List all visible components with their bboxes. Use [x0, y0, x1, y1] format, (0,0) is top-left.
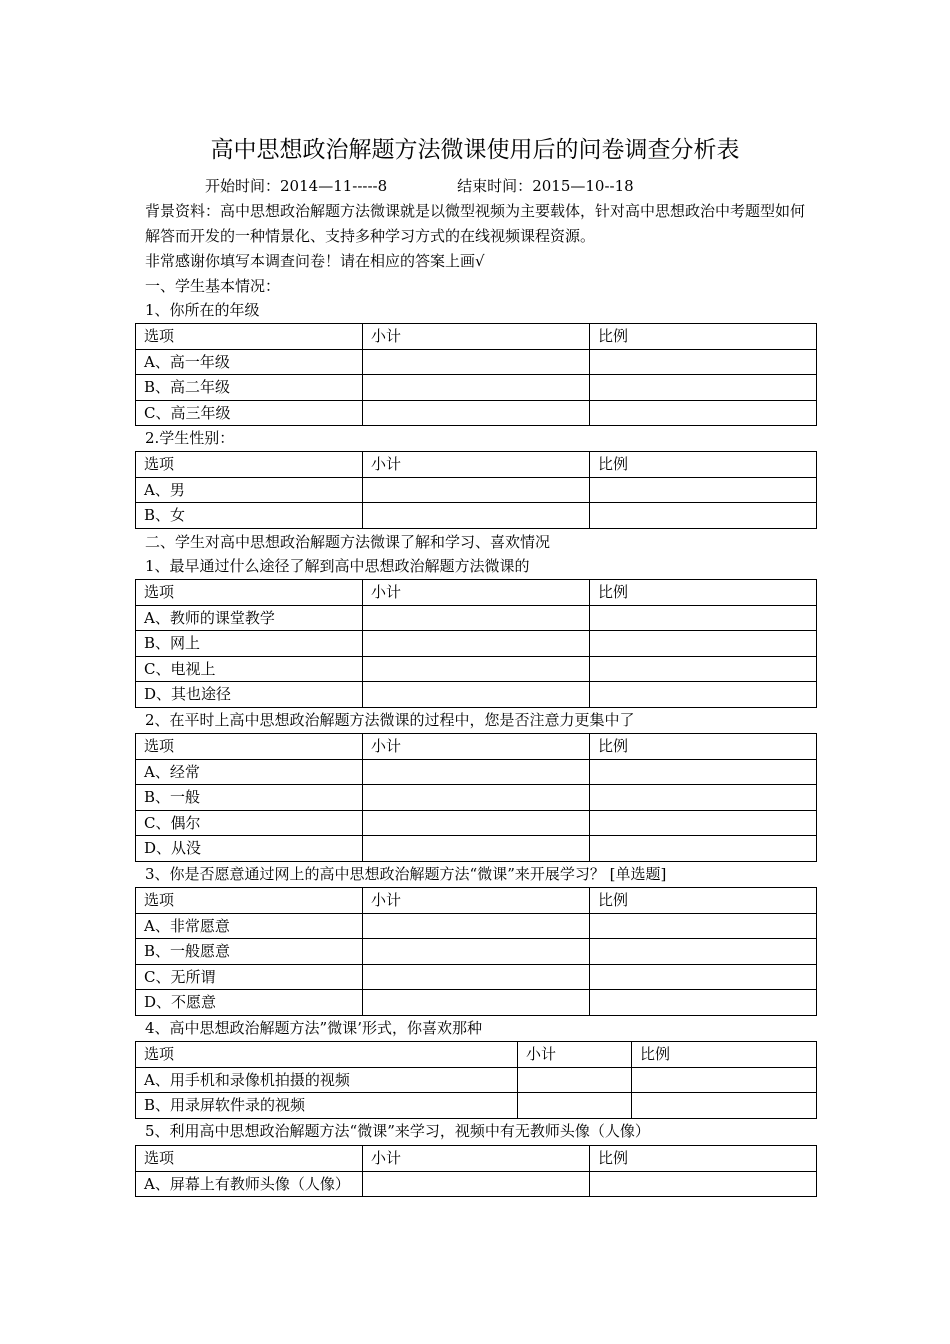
start-time-value: 2014—11-----8: [280, 177, 388, 195]
table-row: [136, 785, 817, 811]
subtotal-cell[interactable]: [363, 810, 590, 836]
gender-table: [135, 451, 817, 529]
table-row: [136, 913, 817, 939]
subtotal-cell[interactable]: [363, 631, 590, 657]
header-subtotal: 小计: [363, 734, 590, 760]
table-row: [136, 990, 817, 1016]
table-row: [136, 836, 817, 862]
willingness-table: [135, 887, 817, 1016]
subtotal-cell[interactable]: [363, 836, 590, 862]
header-option: 选项: [136, 734, 363, 760]
ratio-cell[interactable]: [590, 759, 817, 785]
ratio-cell[interactable]: [590, 400, 817, 426]
table-row: [136, 375, 817, 401]
header-option: 选项: [136, 1042, 518, 1068]
option-label: C、高三年级: [136, 400, 363, 426]
table-row: [136, 1171, 817, 1197]
teacher-image-table: [135, 1145, 817, 1197]
page-title: 高中思想政治解题方法微课使用后的问卷调查分析表: [210, 137, 740, 163]
table-header-row: [136, 580, 817, 606]
ratio-cell[interactable]: [590, 477, 817, 503]
header-ratio: 比例: [590, 580, 817, 606]
start-time-label: 开始时间：: [205, 177, 281, 195]
subtotal-cell[interactable]: [363, 913, 590, 939]
subtotal-cell[interactable]: [363, 682, 590, 708]
subtotal-cell[interactable]: [363, 503, 590, 529]
table-row: [136, 605, 817, 631]
header-ratio: 比例: [590, 452, 817, 478]
ratio-cell[interactable]: [590, 785, 817, 811]
option-label: A、男: [136, 477, 363, 503]
end-time-label: 结束时间：: [457, 177, 533, 195]
subtotal-cell[interactable]: [363, 656, 590, 682]
ratio-cell[interactable]: [590, 913, 817, 939]
ratio-cell[interactable]: [590, 375, 817, 401]
background-text: 背景资料：高中思想政治解题方法微课就是以微型视频为主要载体，针对高中思想政治中考题型如何解答而开发的一种情景化、支持多种学习方式的在线视频课程资源。: [145, 202, 806, 245]
option-label: B、高二年级: [136, 375, 363, 401]
table-row: [136, 1067, 817, 1093]
subtotal-cell[interactable]: [363, 605, 590, 631]
ratio-cell[interactable]: [590, 349, 817, 375]
table-header-row: [136, 734, 817, 760]
source-table: [135, 579, 817, 708]
table-row: [136, 349, 817, 375]
header-ratio: 比例: [590, 1146, 817, 1172]
option-label: D、不愿意: [136, 990, 363, 1016]
option-label: A、教师的课堂教学: [136, 605, 363, 631]
ratio-cell[interactable]: [632, 1093, 817, 1119]
option-label: C、无所谓: [136, 964, 363, 990]
subtotal-cell[interactable]: [363, 759, 590, 785]
subtotal-cell[interactable]: [363, 375, 590, 401]
header-subtotal: 小计: [363, 452, 590, 478]
header-option: 选项: [136, 580, 363, 606]
header-subtotal: 小计: [363, 324, 590, 350]
subtotal-cell[interactable]: [518, 1093, 632, 1119]
ratio-cell[interactable]: [590, 631, 817, 657]
header-ratio: 比例: [632, 1042, 817, 1068]
option-label: B、一般: [136, 785, 363, 811]
section-2-heading: 二、学生对高中思想政治解题方法微课了解和学习、喜欢情况: [145, 533, 551, 551]
table-row: [136, 631, 817, 657]
option-label: B、女: [136, 503, 363, 529]
table-row: [136, 810, 817, 836]
attention-table: [135, 733, 817, 862]
option-label: B、一般愿意: [136, 939, 363, 965]
table-header-row: [136, 1042, 817, 1068]
question-gender: 2.学生性别：: [145, 429, 235, 447]
subtotal-cell[interactable]: [363, 400, 590, 426]
end-time-value: 2015—10--18: [532, 177, 634, 195]
table-row: [136, 759, 817, 785]
ratio-cell[interactable]: [590, 503, 817, 529]
header-subtotal: 小计: [363, 888, 590, 914]
table-header-row: [136, 888, 817, 914]
ratio-cell[interactable]: [632, 1067, 817, 1093]
subtotal-cell[interactable]: [363, 785, 590, 811]
option-label: D、其也途径: [136, 682, 363, 708]
option-label: B、网上: [136, 631, 363, 657]
header-ratio: 比例: [590, 888, 817, 914]
header-option: 选项: [136, 1146, 363, 1172]
header-subtotal: 小计: [363, 580, 590, 606]
thanks-text: 非常感谢你填写本调查问卷！请在相应的答案上画√: [145, 252, 485, 270]
ratio-cell[interactable]: [590, 810, 817, 836]
ratio-cell[interactable]: [590, 990, 817, 1016]
subtotal-cell[interactable]: [363, 990, 590, 1016]
table-header-row: [136, 1146, 817, 1172]
question-grade: 1、你所在的年级: [145, 301, 260, 319]
format-table: [135, 1041, 817, 1119]
table-row: [136, 656, 817, 682]
option-label: A、经常: [136, 759, 363, 785]
option-label: B、用录屏软件录的视频: [136, 1093, 518, 1119]
ratio-cell[interactable]: [590, 656, 817, 682]
header-option: 选项: [136, 452, 363, 478]
header-option: 选项: [136, 888, 363, 914]
question-attention: 2、在平时上高中思想政治解题方法微课的过程中，您是否注意力更集中了: [145, 711, 635, 729]
section-1-heading: 一、学生基本情况：: [145, 277, 281, 295]
subtotal-cell[interactable]: [363, 477, 590, 503]
ratio-cell[interactable]: [590, 836, 817, 862]
header-ratio: 比例: [590, 324, 817, 350]
subtotal-cell[interactable]: [363, 1171, 590, 1197]
table-row: [136, 939, 817, 965]
option-label: C、偶尔: [136, 810, 363, 836]
ratio-cell[interactable]: [590, 1171, 817, 1197]
question-format: 4、高中思想政治解题方法”微课’形式，你喜欢那种: [145, 1019, 482, 1037]
table-row: [136, 400, 817, 426]
header-subtotal: 小计: [363, 1146, 590, 1172]
question-teacher-image: 5、利用高中思想政治解题方法“微课”来学习，视频中有无教师头像（人像）: [145, 1122, 650, 1140]
ratio-cell[interactable]: [590, 605, 817, 631]
option-label: D、从没: [136, 836, 363, 862]
table-row: [136, 503, 817, 529]
ratio-cell[interactable]: [590, 939, 817, 965]
option-label: C、电视上: [136, 656, 363, 682]
table-header-row: [136, 452, 817, 478]
table-row: [136, 1093, 817, 1119]
header-option: 选项: [136, 324, 363, 350]
table-row: [136, 477, 817, 503]
table-row: [136, 682, 817, 708]
option-label: A、用手机和录像机拍摄的视频: [136, 1067, 518, 1093]
option-label: A、屏幕上有教师头像（人像）: [136, 1171, 363, 1197]
question-source: 1、最早通过什么途径了解到高中思想政治解题方法微课的: [145, 557, 530, 575]
header-subtotal: 小计: [518, 1042, 632, 1068]
option-label: A、非常愿意: [136, 913, 363, 939]
subtotal-cell[interactable]: [363, 939, 590, 965]
table-header-row: [136, 324, 817, 350]
ratio-cell[interactable]: [590, 964, 817, 990]
question-willingness: 3、你是否愿意通过网上的高中思想政治解题方法“微课”来开展学习？ [单选题]: [145, 865, 667, 883]
header-ratio: 比例: [590, 734, 817, 760]
option-label: A、高一年级: [136, 349, 363, 375]
time-line: [205, 175, 634, 197]
subtotal-cell[interactable]: [518, 1067, 632, 1093]
table-row: [136, 964, 817, 990]
ratio-cell[interactable]: [590, 682, 817, 708]
subtotal-cell[interactable]: [363, 349, 590, 375]
grade-table: [135, 323, 817, 426]
subtotal-cell[interactable]: [363, 964, 590, 990]
